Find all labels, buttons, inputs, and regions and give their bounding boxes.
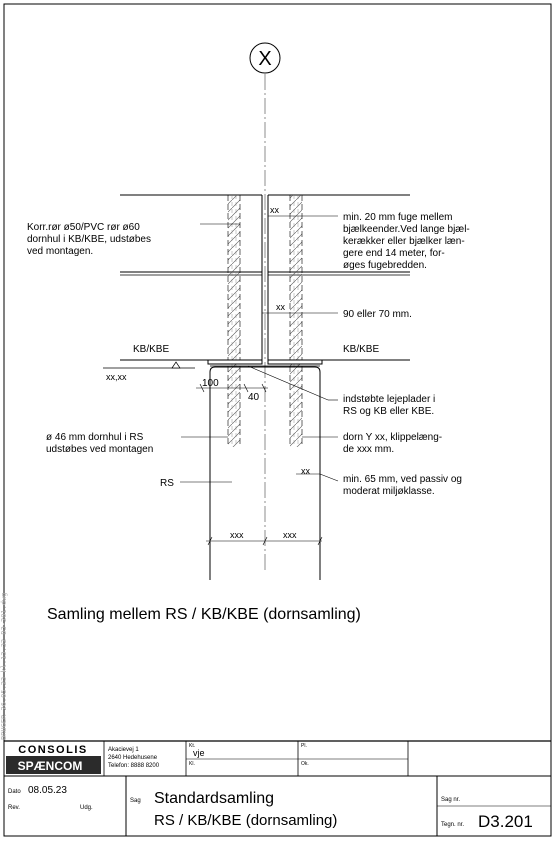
label-xx-mid: xx [276, 302, 285, 312]
drawing-labels [27, 205, 470, 540]
leader-lines [180, 216, 338, 482]
label-xxx-left: xxx [230, 530, 244, 540]
axis-marker [250, 43, 280, 73]
label-korr-ror-3: ved montagen. [27, 246, 94, 257]
tegn-nr-label: Tegn. nr. [441, 822, 465, 828]
label-dim-100: 100 [202, 378, 219, 389]
label-dim-40: 40 [248, 392, 260, 403]
drawing-caption: Samling mellem RS / KB/KBE (dornsamling) [47, 606, 361, 623]
sheet-border [4, 4, 551, 836]
company-name-bottom: SPÆNCOM [17, 759, 83, 773]
dato-label: Dato [8, 789, 21, 795]
rev-label: Rev. [8, 805, 20, 811]
kt-value: vje [193, 748, 205, 758]
label-kb-right: KB/KBE [343, 344, 380, 355]
beam-left [120, 195, 262, 360]
dimension-xxx [206, 537, 322, 545]
label-lejeplader-1: indstøbte lejeplader i [343, 394, 436, 405]
label-rs: RS [160, 478, 174, 489]
address-line-1: Akacievej 1 [108, 747, 139, 753]
label-fuge-5: øges fugebredden. [343, 260, 427, 271]
side-stamp [0, 560, 14, 740]
label-dorn-1: dorn Y xx, klippelæng- [343, 432, 443, 443]
sag-nr-label: Sag nr. [441, 797, 461, 803]
dato-value: 08.05.23 [28, 785, 67, 796]
label-dornhul-rs-2: udstøbes ved montagen [46, 444, 154, 455]
address-line-3: Telefon: 8888 8200 [108, 763, 160, 769]
address [108, 747, 160, 769]
kl-label: Kl. [189, 761, 195, 767]
ok-label: Ok. [301, 761, 309, 767]
label-fuge-3: kerækker eller bjælker læn- [343, 236, 465, 247]
tegn-nr-value: D3.201 [478, 812, 533, 831]
label-xx-low: xx [301, 466, 310, 476]
date-fields [8, 785, 141, 811]
label-min65-1: min. 65 mm, ved passiv og [343, 474, 462, 485]
kt-label: Kt. [189, 743, 196, 749]
label-fuge-2: bjælkeender.Ved lange bjæl- [343, 224, 470, 235]
udg-label: Udg. [80, 805, 93, 811]
label-level: xx,xx [106, 372, 127, 382]
address-line-2: 2640 Hedehusene [108, 755, 158, 761]
label-korr-ror-1: Korr.rør ø50/PVC rør ø60 [27, 222, 140, 233]
company-logo [6, 744, 101, 774]
label-xx-top: xx [270, 205, 279, 215]
company-name-top: CONSOLIS [18, 744, 88, 756]
label-min65-2: moderat miljøklasse. [343, 486, 435, 497]
label-fuge-1: min. 20 mm fuge mellem [343, 212, 453, 223]
pl-label: Pl. [301, 743, 307, 749]
label-dornhul-rs-1: ø 46 mm dornhul i RS [46, 432, 144, 443]
axis-label: X [258, 48, 272, 70]
label-90-70: 90 eller 70 mm. [343, 309, 412, 320]
title-line-1: Standardsamling [154, 790, 275, 807]
sag-label: Sag [130, 798, 141, 804]
label-korr-ror-2: dornhul i KB/KBE, udstøbes [27, 234, 151, 245]
dowel-hole-right [290, 195, 302, 447]
label-xxx-right: xxx [283, 530, 297, 540]
label-fuge-4: gere end 14 meter, for- [343, 248, 445, 259]
label-lejeplader-2: RS og KB eller KBE. [343, 406, 435, 417]
label-kb-left: KB/KBE [133, 344, 170, 355]
side-stamp-text: BRUGER 26.05.23 kl.13.32 D3-201.dwg [0, 592, 8, 740]
dowel-hole-left [228, 195, 240, 447]
level-marker [103, 362, 195, 368]
title-line-2: RS / KB/KBE (dornsamling) [154, 812, 338, 829]
label-dorn-2: de xxx mm. [343, 444, 395, 455]
approval-fields [189, 743, 309, 767]
